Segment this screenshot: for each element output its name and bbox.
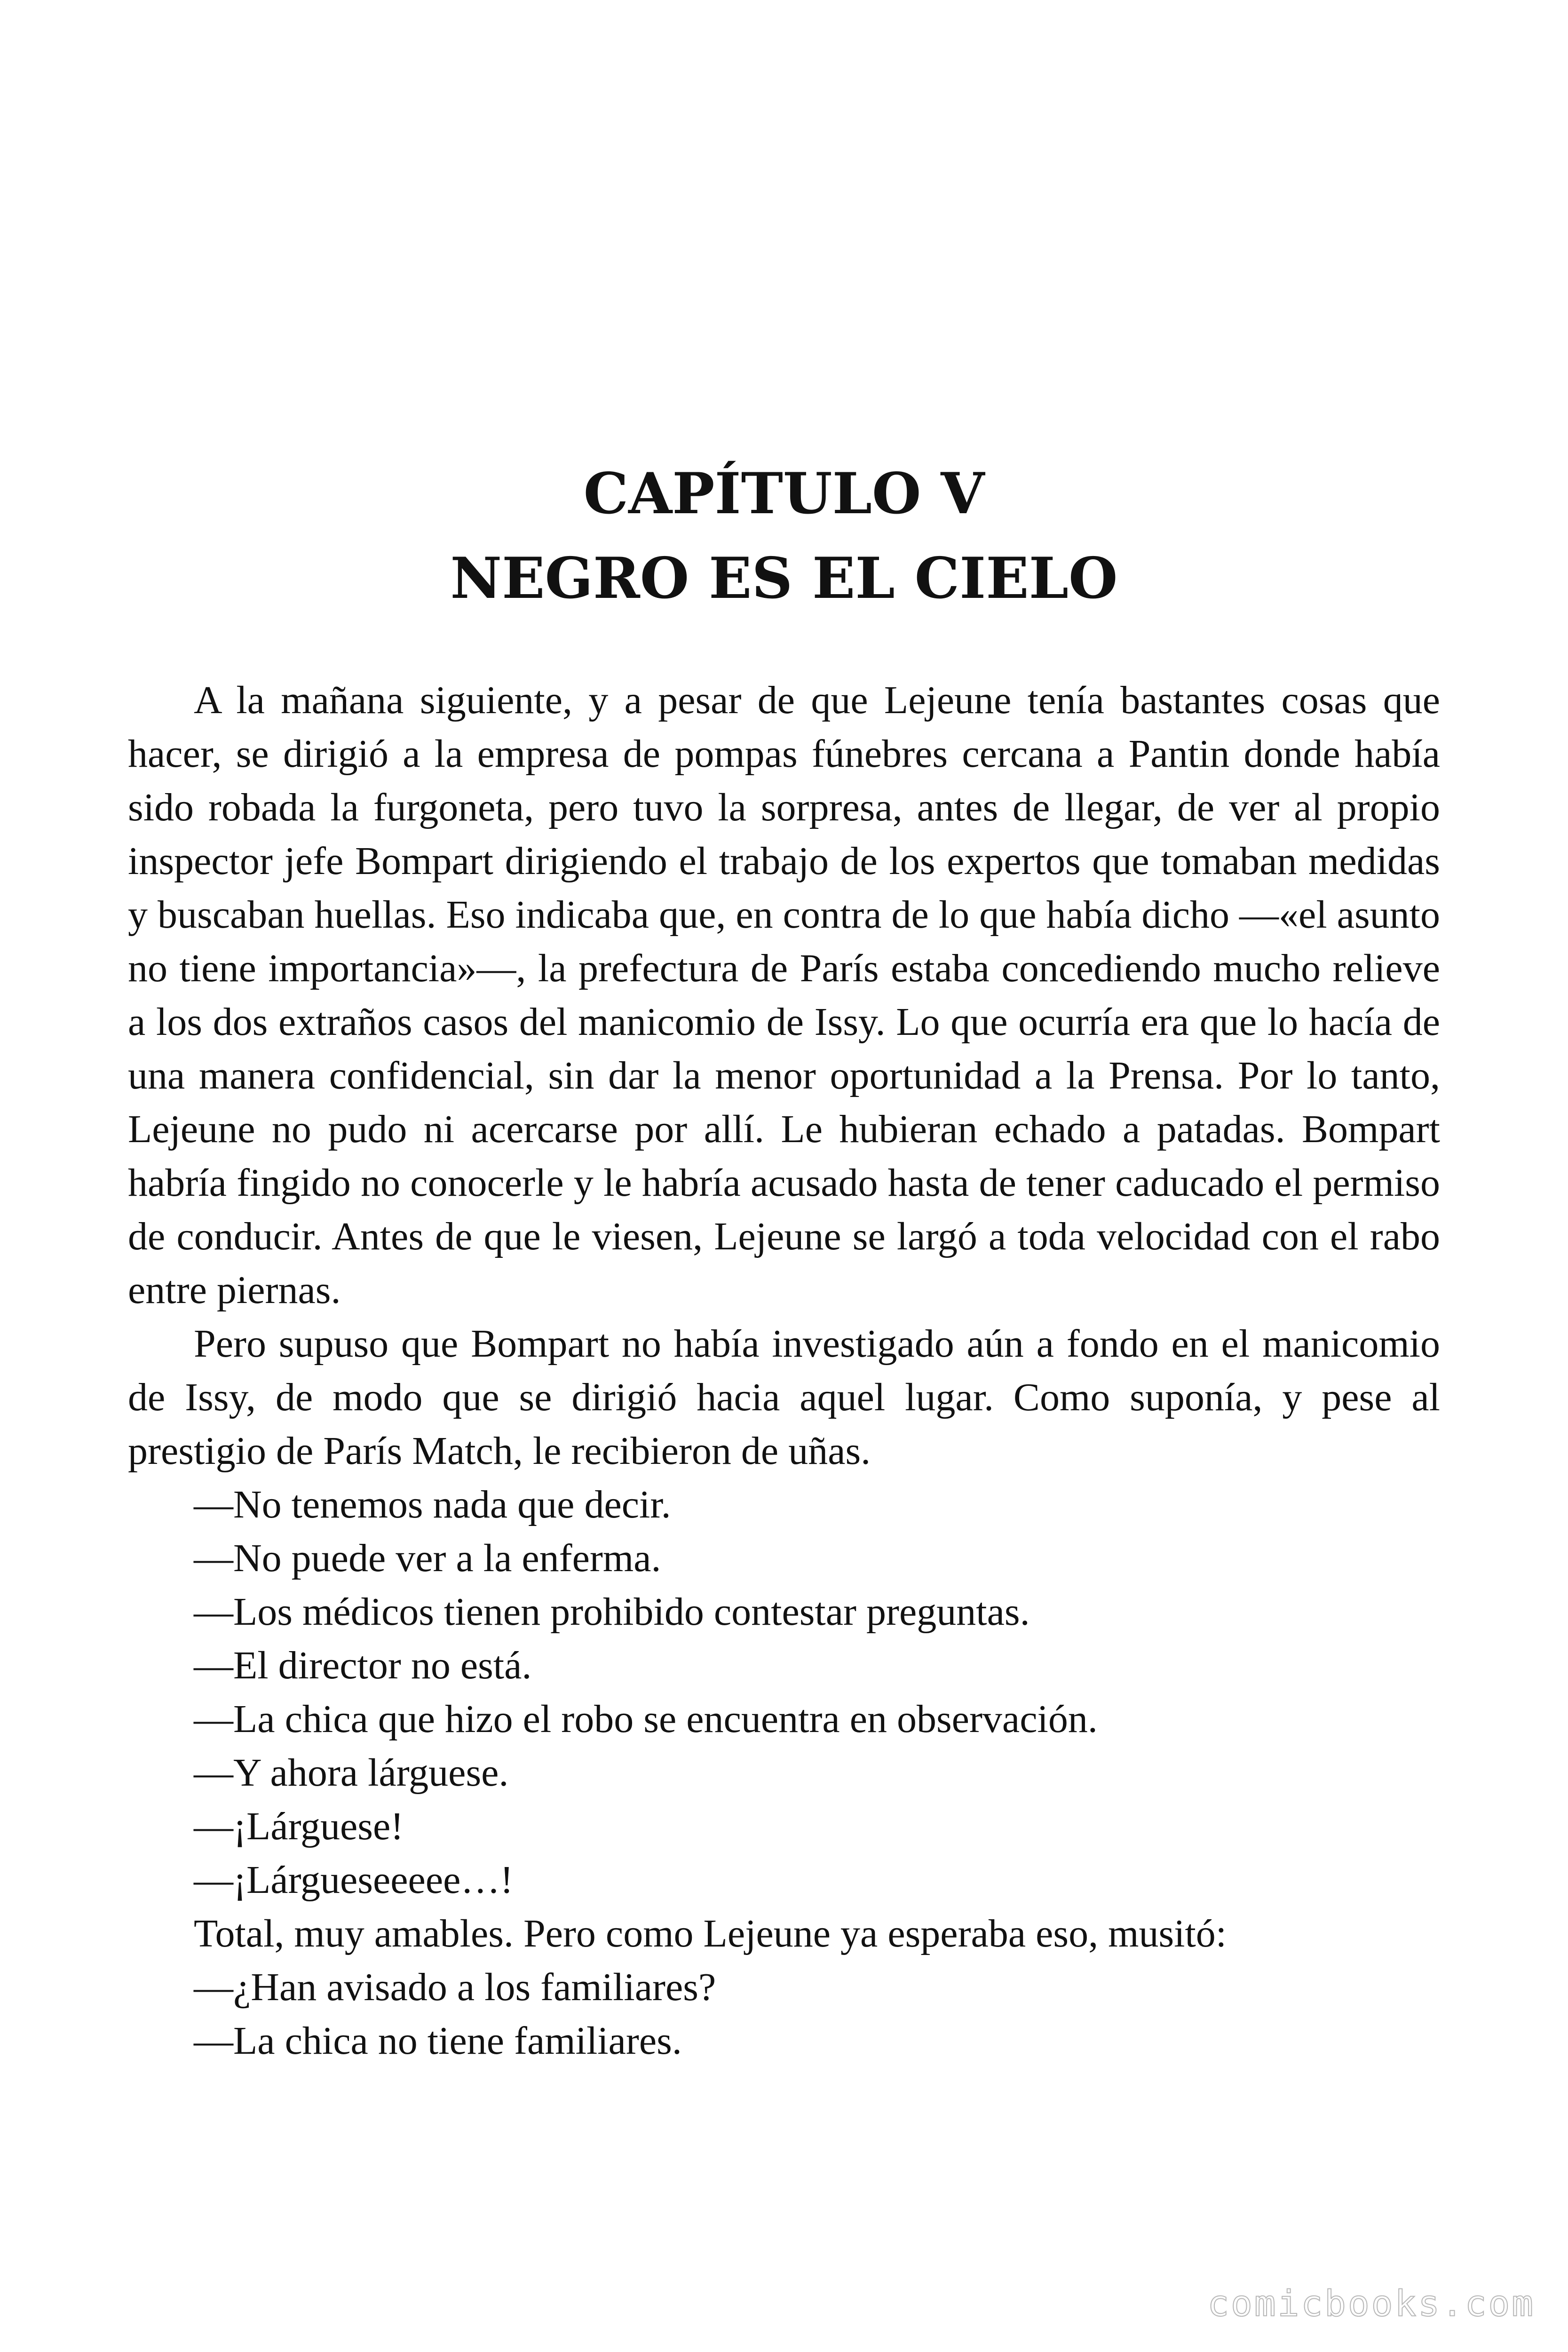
chapter-heading <box>0 452 1568 621</box>
dialogue-line: —No puede ver a la enferma. <box>194 1536 661 1580</box>
chapter-number: CAPÍTULO V <box>583 461 985 527</box>
dialogue-line: —No tenemos nada que decir. <box>194 1483 671 1526</box>
dialogue-line: —El director no está. <box>194 1644 532 1687</box>
paragraph: Total, muy amables. Pero como Lejeune ya esperaba eso, musitó: <box>194 1912 1227 1955</box>
dialogue-line: —La chica no tiene familiares. <box>194 2019 682 2063</box>
dialogue-line: —¿Han avisado a los familiares? <box>194 1965 716 2009</box>
chapter-body <box>128 674 1440 2068</box>
dialogue-line: —La chica que hizo el robo se encuentra en observación. <box>194 1697 1098 1741</box>
dialogue-line: —Los médicos tienen prohibido contestar preguntas. <box>194 1590 1030 1634</box>
paragraph: Pero supuso que Bompart no había investigado aún a fondo en el manicomio de Issy, de modo que se dirigió hacia aquel lugar. Como suponía, y pese al prestigio de París Match, le recibieron de uñas. <box>128 1322 1440 1473</box>
dialogue-line: —¡Lárgueseeeee…! <box>194 1858 514 1902</box>
watermark: comicbooks.com <box>1207 2282 1535 2324</box>
chapter-title: NEGRO ES EL CIELO <box>450 545 1118 612</box>
dialogue-line: —Y ahora lárguese. <box>194 1751 509 1795</box>
dialogue-line: —¡Lárguese! <box>194 1804 404 1848</box>
paragraph: A la mañana siguiente, y a pesar de que Lejeune tenía bastantes cosas que hacer, se dirigió a la empresa de pompas fúnebres cercana a Pantin donde había sido robada la furgoneta, pero tuvo la sorpresa, antes de llegar, de ver al propio inspector jefe Bompart dirigiendo el trabajo de los expertos que tomaban medidas y buscaban huellas. Eso indicaba que, en contra de lo que había dicho —«el asunto no tiene importancia»—, la prefectura de París estaba concediendo mucho relieve a los dos extraños casos del manicomio de Issy. Lo que ocurría era que lo hacía de una manera confidencial, sin dar la menor oportunidad a la Prensa. Por lo tanto, Lejeune no pudo ni acercarse por allí. Le hubieran echado a patadas. Bompart habría fingido no conocerle y le habría acusado hasta de tener caducado el permiso de conducir. Antes de que le viesen, Lejeune se largó a toda velocidad con el rabo entre piernas. <box>128 678 1440 1312</box>
